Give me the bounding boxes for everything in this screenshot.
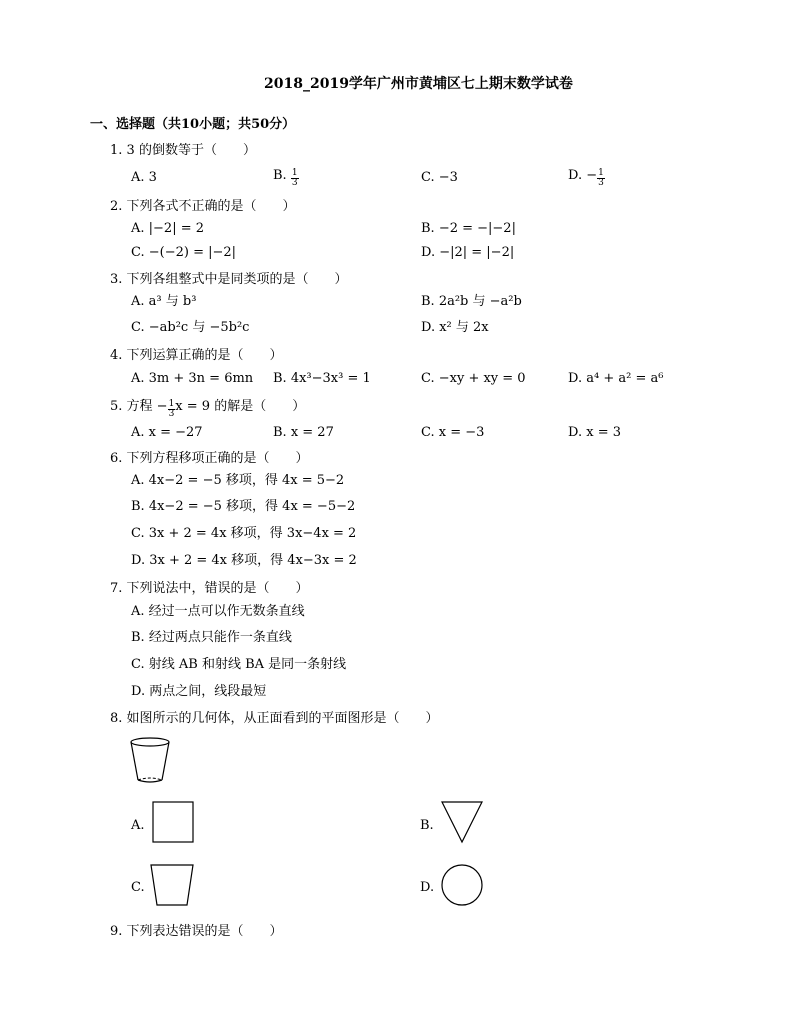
q2-option-c: C. −(−2) = |−2| <box>131 245 237 260</box>
q3-option-b: B. 2a²b 与 −a²b <box>421 294 522 309</box>
inverted-triangle-shape <box>441 801 485 845</box>
section-header: 一、选择题（共10小题；共50分） <box>90 117 296 132</box>
q5-option-c: C. x = −3 <box>421 425 485 440</box>
trapezoid-shape <box>150 864 196 908</box>
q6-option-d: D. 3x + 2 = 4x 移项，得 4x−3x = 2 <box>131 553 357 568</box>
q8-option-b-label: B. <box>420 818 434 833</box>
frustum-solid-figure <box>128 736 176 786</box>
q1-option-b: B. $\frac{1}{3}$ <box>273 168 298 188</box>
q3-option-c: C. −ab²c 与 −5b²c <box>131 320 250 335</box>
q7-option-b: B. 经过两点只能作一条直线 <box>131 630 292 645</box>
q3-option-d: D. x² 与 2x <box>421 320 489 335</box>
q4-option-b: B. 4x³−3x³ = 1 <box>273 371 371 386</box>
question-2-stem: 2. 下列各式不正确的是（ ） <box>110 199 296 214</box>
q6-option-b: B. 4x−2 = −5 移项，得 4x = −5−2 <box>131 499 356 514</box>
question-3-stem: 3. 下列各组整式中是同类项的是（ ） <box>110 272 348 287</box>
question-5-stem: 5. 方程 − $\frac{1}{3}$ x = 9 的解是（ ） <box>110 399 306 419</box>
question-7-stem: 7. 下列说法中，错误的是（ ） <box>110 581 309 596</box>
q5-option-a: A. x = −27 <box>131 425 203 440</box>
circle-shape <box>441 864 485 908</box>
question-1-stem: 1. 3 的倒数等于（ ） <box>110 143 256 158</box>
q6-option-a: A. 4x−2 = −5 移项，得 4x = 5−2 <box>131 473 345 488</box>
page-title: 2018_2019学年广州市黄埔区七上期末数学试卷 <box>264 76 573 92</box>
q1-option-a: A. 3 <box>131 170 157 185</box>
q1-option-d: D. − $\frac{1}{3}$ <box>568 168 604 188</box>
q2-option-d: D. −|2| = |−2| <box>421 245 515 260</box>
question-9-stem: 9. 下列表达错误的是（ ） <box>110 924 283 939</box>
q4-option-c: C. −xy + xy = 0 <box>421 371 526 386</box>
q2-option-a: A. |−2| = 2 <box>131 221 205 236</box>
question-4-stem: 4. 下列运算正确的是（ ） <box>110 348 283 363</box>
q7-option-d: D. 两点之间，线段最短 <box>131 684 267 699</box>
square-shape <box>152 801 196 845</box>
q7-option-a: A. 经过一点可以作无数条直线 <box>131 604 305 619</box>
q4-option-a: A. 3m + 3n = 6mn <box>131 371 254 386</box>
q3-option-a: A. a³ 与 b³ <box>131 294 197 309</box>
q8-option-c-label: C. <box>131 880 145 895</box>
q4-option-d: D. a⁴ + a² = a⁶ <box>568 371 664 386</box>
q8-option-a-label: A. <box>131 818 145 833</box>
question-8-stem: 8. 如图所示的几何体，从正面看到的平面图形是（ ） <box>110 711 439 726</box>
q8-option-d-label: D. <box>420 880 435 895</box>
q1-option-c: C. −3 <box>421 170 458 185</box>
q6-option-c: C. 3x + 2 = 4x 移项，得 3x−4x = 2 <box>131 526 357 541</box>
q2-option-b: B. −2 = −|−2| <box>421 221 516 236</box>
q5-option-b: B. x = 27 <box>273 425 334 440</box>
q7-option-c: C. 射线 AB 和射线 BA 是同一条射线 <box>131 657 347 672</box>
question-6-stem: 6. 下列方程移项正确的是（ ） <box>110 451 309 466</box>
q5-option-d: D. x = 3 <box>568 425 621 440</box>
